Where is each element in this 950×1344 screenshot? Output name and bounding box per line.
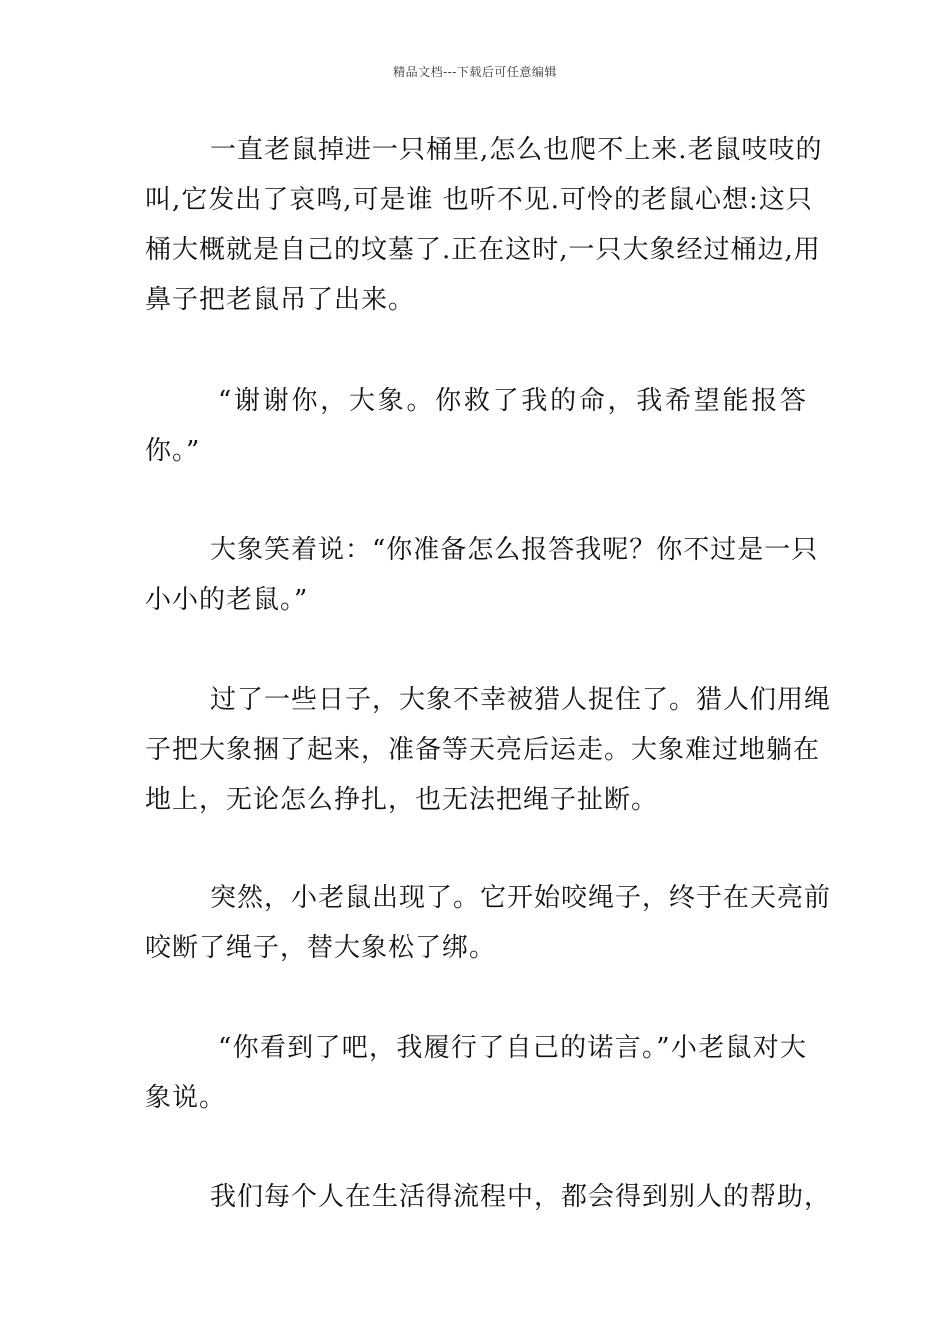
paragraph-4-line-1: 过了一些日子，大象不幸被猎人捉住了。猎人们用绳: [210, 685, 832, 715]
page-header: 精品文档---下载后可任意编辑: [393, 65, 557, 79]
paragraph-1-line-1: 一直老鼠掉进一只桶里,怎么也爬不上来.老鼠吱吱的: [210, 135, 823, 165]
paragraph-4-line-2: 子把大象捆了起来，准备等天亮后运走。大象难过地躺在: [145, 735, 821, 765]
paragraph-1-line-2: 叫,它发出了哀鸣,可是谁 也听不见.可怜的老鼠心想:这只: [145, 185, 813, 215]
paragraph-4-line-3: 地上，无论怎么挣扎，也无法把绳子扯断。: [145, 785, 659, 815]
paragraph-3-line-2: 小小的老鼠。”: [145, 585, 309, 615]
paragraph-5-line-2: 咬断了绳子，替大象松了绑。: [145, 933, 497, 963]
paragraph-2-line-2: 你。”: [145, 436, 201, 466]
paragraph-7-line-1: 我们每个人在生活得流程中，都会得到别人的帮助，: [210, 1182, 832, 1212]
paragraph-1-line-4: 鼻子把老鼠吊了出来。: [145, 285, 416, 315]
paragraph-3-line-1: 大象笑着说：“你准备怎么报答我呢？你不过是一只: [210, 535, 819, 565]
paragraph-2-line-1: “谢谢你，大象。你救了我的命，我希望能报答: [218, 386, 807, 416]
paragraph-1-line-3: 桶大概就是自己的坟墓了.正在这时,一只大象经过桶边,用: [145, 235, 821, 265]
paragraph-5-line-1: 突然，小老鼠出现了。它开始咬绳子，终于在天亮前: [210, 883, 832, 913]
paragraph-6-line-1: “你看到了吧，我履行了自己的诺言。”小老鼠对大: [218, 1033, 807, 1063]
paragraph-6-line-2: 象说。: [145, 1083, 227, 1113]
